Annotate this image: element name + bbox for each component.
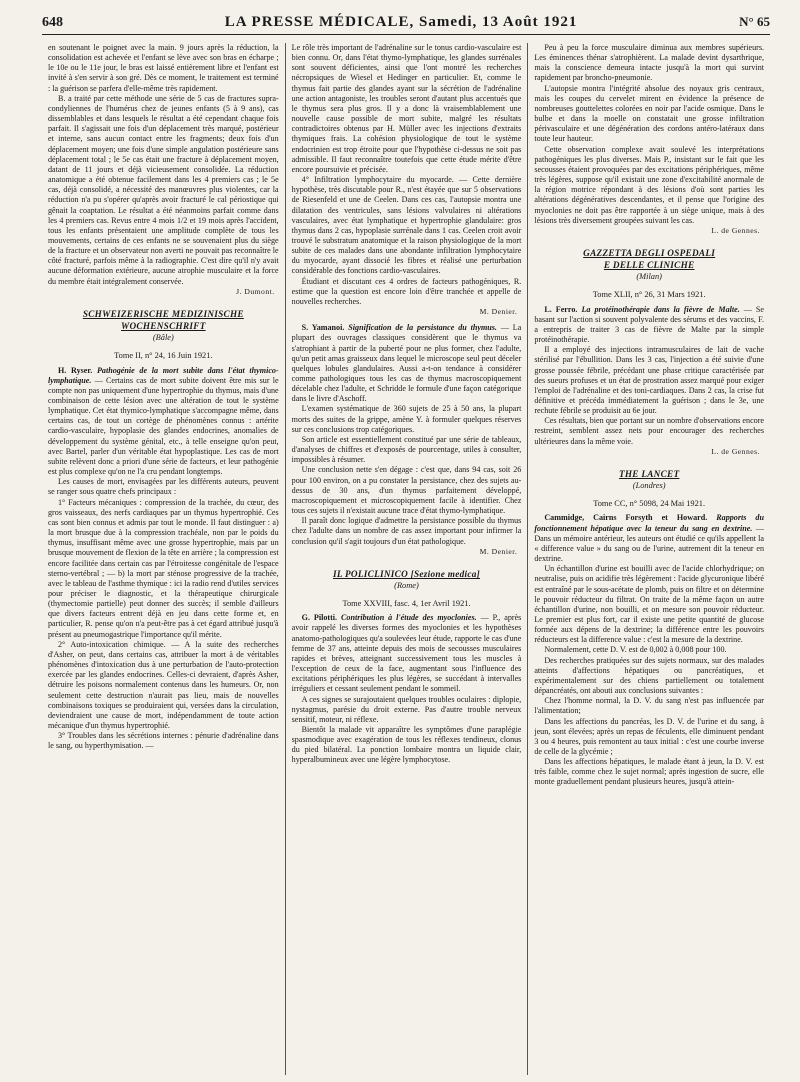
article-title: Signification de la persistance du thymus.	[348, 323, 497, 333]
paragraph: Normalement, cette D. V. est de 0,002 à 0,008 pour 100.	[544, 645, 727, 655]
paragraph: 4° Infiltration lymphocytaire du myocarde. — Cette dernière hypothèse, très discutable pour R., n'est étayée que sur 5 observations de Riesenfeld et une de Ceelen. Dans ces cas, l'autopsie montra une dilatation des ventricules, sans lésions valvulaires ni altérations vasculaires, avec état lymphatique et hypertrophie glandulaire: gros thymus dans 2 cas, hypoplasie surrénale dans 1 cas. Ceelen croit avoir trouvé le substratum anatomique et la raison physiologique de la mort subite de ces malades dans une abondante infiltration lymphocytaire du myocarde, ayant dissocié les fibres et réalisé une perturbation considérable des fonctions cardio-vasculaires.	[291, 175, 522, 276]
paragraph: L'autopsie montra l'intégrité absolue des noyaux gris centraux, mais les coupes du cervelet mirent en évidence la présence de nombreuses gouttelettes colorées en noir par l'acide osmique. Dans le bulbe et dans la moelle on constatait une grosse infiltration périvasculaire et une dégénération des cordons antéro-latéraux dans toute leur hauteur.	[534, 83, 764, 144]
paragraph: B. a traité par cette méthode une série de 5 cas de fractures supra-condyliennes de l'humérus chez de jeunes enfants (5 à 9 ans), cas dissemblables et dans lesquels le résultat a été cependant chaque fois parfait. Il s'agissait une fois d'un déplacement très marqué, postérieur et interne, sans aucun contact entre les fragments; deux fois d'un déplacement moyen; une fois d'une simple angulation postérieure sans déplacement total ; le 5e cas était une fracture à déplacement moyen, datant de 11 jours et déjà vicieusement consolidée. La réduction anatomique a été obtenue facilement dans les 4 premiers cas ; le 5e cas, déjà consolidé, a nécessité des manœuvres plus violentes, car la réduction n'a pu s'opérer qu'après avoir fracturé le cal périostique qui gênait la coaptation. Le résultat a été néanmoins parfait comme dans les 4 premiers cas. Revus entre 4 mois 1/2 et 19 mois après l'accident, tous les enfants présentaient une amplitude complète de tous les mouvements, certains de ces enfants ne se souvenaient plus du siège de la fracture et un observateur non averti ne pouvait pas reconnaître le côté fracturé, parfois même à la radiographie. C'est dire qu'il n'y avait aucune déformation extérieure, aucune atrophie musculaire et la force du membre était intégralement conservée.	[48, 93, 279, 286]
paragraph: Dans les affections hépatiques, le malade étant à jeun, la D. V. est très faible, comme chez le sujet normal; après ingestion de sucre, elle monte graduellement pendant plusieurs heures, jusqu'à attein-	[534, 757, 764, 787]
paragraph: Une conclusion nette s'en dégage : c'est que, dans 94 cas, soit 26 pour 100 environ, on a pu constater la persistance, chez des sujets au-dessus de 30 ans, d'un thymus parfaitement développé, macroscopiquement et microscopiquement facile à identifier. Chez tous ces sujets il n'existait aucune trace d'état thymo-lymphatique.	[291, 465, 522, 516]
paragraph: — Dans un mémoire antérieur, les auteurs ont étudié ce qu'ils appellent la « difference value » du sang ou de l'urine, autrement dit la teneur en dextrine.	[534, 523, 764, 564]
paragraph: — La plupart des ouvrages classiques considèrent que le thymus va s'atrophiant à partir de la puberté pour ne plus former, chez l'adulte, qu'un petit amas graisseux dans lequel le microscope seul peut déceler quelques lobules glandulaires. Aussi a-t-on tendance à considérer comme pathologiques tous les cas de thymus macroscopiquement décelable chez l'adulte, et Schridde le formule d'une façon catégorique dans le livre d'Aschoff.	[291, 323, 522, 404]
paragraph: Un échantillon d'urine est bouilli avec de l'acide chlorhydrique; on neutralise, puis on acidifie très légèrement : l'acide glycuronique libéré est entraîné par le sous-acétate de plomb, puis on filtre et on détermine le pouvoir réducteur du filtrat. On traite de la même façon un autre échantillon d'urine, non bouilli, et on mesure son pouvoir réducteur. Le premier est plus fort, car il existe une petite quantité de glucose formée aux dépens de la dextrine; la différence entre les pouvoirs réducteurs est la difference value : c'est la mesure de la dextrine.	[534, 564, 764, 645]
paragraph: — Se basant sur l'action si souvent polyvalente des sérums et des vaccins, F. a entrepris de traiter 3 cas de fièvre de Malte par la simple protéinothérapie.	[534, 304, 765, 345]
journal-issue: Tome CC, n° 5098, 24 Mai 1921.	[593, 499, 706, 509]
article-author: L. Ferro.	[544, 304, 578, 314]
paragraph: Cette observation complexe avait soulevé les interprétations pathogéniques les plus diverses. Mais P., insistant sur le fait que les secousses étaient provoquées par des excitations périphériques, même très légères, suppose qu'il existait une zone d'excitabilité anormale de la région motrice répondant à des lésions d'où sont parties les altérations dégénératives descendantes, et il pense que l'origine des myoclonies ne doit pas être rapportée à un siège unique, mais à des lésions très diversement groupées suivant les cas.	[534, 144, 764, 225]
paragraph: Son article est essentiellement constitué par une série de tableaux, d'analyses de chiffres et d'exposés de pourcentage, utiles à consulter, impossibles à résumer.	[291, 434, 522, 465]
paragraph: 1° Facteurs mécaniques : compression de la trachée, du cœur, des gros vaisseaux, des nerfs cardiaques par un thymus hypertrophié. Ces cas sont bien connus et admis par tout le monde. Il faut distinguer : a) la mort brusque due à la compression trachéale, non par le poids du thymus, insuffisant même avec une grosse hypertrophie, mais par un brusque mouvement de flexion de la tête en arrière ; la compression est encore facilitée dans certain cas par l'étroitesse congénitale de l'espace sterno-vertébral ; — b) la mort par sténose progressive de la trachée, avec le tableau de l'asthme thymique : ici la radio rend d'utiles services pour préciser le diagnostic, et la thérapeutique chirurgicale (thymectomie partielle) peut donner des succès; il semble d'ailleurs que divers facteurs entrent déjà en jeu dans cette forme et, en particulier, R. pense qu'on n'a peut-être pas à cet égard attribué jusqu'à présent au pneumogastrique l'importance qu'il mérite.	[48, 497, 279, 639]
paragraph: Le rôle très important de l'adrénaline sur le tonus cardio-vasculaire est bien connu. Or, dans l'état thymo-lymphatique, les glandes surrénales sont souvent déficientes, ainsi que l'ont montré les recherches nécropsiques de Wiesel et Hedinger en particulier. Et, comme le thymus fait partie des glandes ayant sur la sécrétion de l'adrénaline une action antagoniste, les troubles seront d'autant plus accentués que le thymus sera plus gros. Il y a donc là vraisemblablement une nouvelle cause possible de mort subite, malgré les résultats contradictoires obtenus par H. Müller avec les injections d'extraits thymiques frais. La cohésion physiologique de tout le système endocrinien est trop étroite pour que l'hypothèse ci-dessus ne soit pas admissible. Il faut reconnaître toutefois que cette étude mérite d'être encore poursuivie et précisée.	[291, 43, 522, 174]
paragraph: Ces résultats, bien que portant sur un nombre d'observations encore restreint, semblent assez nets pour encourager des recherches ultérieures dans la même voie.	[534, 416, 764, 446]
paragraph: Bientôt la malade vit apparaître les symptômes d'une paraplégie spasmodique avec exagération de tous les réflexes tendineux, clonus du pied bilatéral. La ponction lombaire montra un liquide clair, hyperalbumineux avec une légère lymphocytose.	[291, 725, 522, 765]
issue-number: N° 65	[739, 14, 770, 29]
journal-title-line2: E DELLE CLINICHE	[603, 260, 695, 271]
paragraph: — P., après avoir rappelé les diverses formes des myoclonies et les hypothèses anatomo-pathologiques qu'a soulevées leur étude, rapporte le cas d'une femme de 37 ans, atteinte depuis des mois de secousses musculaires rapides et brèves, atteignant successivement tous les muscles à l'exception de ceux de la face, augmentant sous l'influence des excitations périphériques les plus légères, se succédant à intervalles irréguliers et cessant seulement pendant le sommeil.	[291, 613, 522, 694]
column-2	[285, 43, 528, 1075]
article-author: H. Ryser.	[58, 365, 93, 375]
paragraph: — Certains cas de mort subite doivent être mis sur le compte non pas uniquement d'une hypertrophie du thymus, mais d'une combinaison de cette lésion avec une altération de tout le système lymphatique. Cet état thymico-lymphatique s'accompagne même, dans certains cas, de tout un cortège de phénomènes connus : artérite cardio-vasculaire, hypoplasie des glandes endocrines, anomalies de développement du système génital, etc., à telle enseigne qu'on peut, avec Bartel, parler d'un véritable état hypoplastique. Les cas de mort subite relèvent donc a priori d'une série de facteurs, et leur pathogénie est plus complexe qu'on ne l'a cru pendant longtemps.	[48, 375, 279, 477]
paragraph: Des recherches pratiquées sur des sujets normaux, sur des malades atteints d'affections hépatiques ou pancréatiques, et expérimentalement sur des chiens partiellement ou totalement dépancréatés, ont abouti aux conclusions suivantes :	[534, 655, 764, 696]
paragraph: 3° Troubles dans les sécrétions internes : pénurie d'adrénaline dans le sang, ou hyperthymisation. —	[48, 731, 279, 751]
columns	[42, 43, 770, 1075]
signature: J. Dumont.	[236, 286, 275, 296]
journal-city: (Bâle)	[152, 333, 174, 343]
column-1	[42, 43, 285, 1075]
journal-city: (Londres)	[632, 481, 666, 491]
journal-title: SCHWEIZERISCHE MEDIZINISCHE	[82, 308, 244, 319]
journal-issue: Tome XXVIII, fasc. 4, 1er Avril 1921.	[342, 599, 471, 609]
paragraph: Peu à peu la force musculaire diminua aux membres supérieurs. Les éminences thénar s'atrophièrent. La malade devint dysarthrique, mais la conscience demeura intacte jusqu'à la mort qui survint rapidement par broncho-pneumonie.	[534, 43, 764, 83]
paragraph: Il a employé des injections intramusculaires de lait de vache stérilisé par l'ébullition. Dans les 3 cas, l'injection a été suivie d'une grosse poussée fébrile, précédant une phase critique caractérisée par des sueurs profuses et un état de prostration assez marqué pour exiger l'emploi de l'adrénaline et des toni-cardiaques. Dans 2 cas, la crise fut définitive et précéda immédiatement la guérison ; dans le 3e, une rechute fébrile se produisit au 6e jour.	[534, 345, 764, 416]
article-title: Pathogénie de la mort subite dans l'état thymico-lymphatique.	[48, 365, 279, 385]
article-author: G. Pilotti.	[301, 613, 338, 623]
journal-issue: Tome XLII, n° 26, 31 Mars 1921.	[592, 290, 706, 300]
journal-title-line2: WOCHENSCHRIFT	[121, 321, 206, 332]
signature: M. Denier.	[479, 546, 518, 556]
journal-city: (Milan)	[636, 272, 662, 282]
column-3	[527, 43, 770, 1075]
journal-title: THE LANCET	[618, 468, 680, 479]
journal-issue: Tome II, n° 24, 16 Juin 1921.	[114, 351, 213, 361]
paragraph: Les causes de mort, envisagées par les différents auteurs, peuvent se ranger sous quatre chefs principaux :	[48, 477, 279, 497]
journal-title: IL POLICLINICO [Sezione medica]	[332, 568, 480, 579]
article-title: Rapports du fonctionnement hépatique avec la teneur du sang en dextrine.	[534, 513, 764, 533]
paragraph: A ces signes se surajoutaient quelques troubles oculaires : diplopie, nystagmus, parésie du droit externe. Pas d'autre trouble nerveux sensitif, moteur, ni réflexe.	[291, 694, 522, 724]
paragraph: Il paraît donc logique d'admettre la persistance possible du thymus chez l'adulte dans un nombre de cas assez important pour infirmer la conclusion qu'il s'agit toujours d'un état pathologique.	[291, 516, 522, 546]
signature: L. de Gennes.	[711, 225, 760, 235]
paragraph: Étudiant et discutant ces 4 ordres de facteurs pathogéniques, R. estime que la question est encore loin d'être tranchée et appelle de nouvelles recherches.	[291, 276, 522, 306]
paragraph: en soutenant le poignet avec la main. 9 jours après la réduction, la consolidation est achevée et l'enfant se lève avec son bras en écharpe ; le 10e ou le 11e jour, le bras est laissé entièrement libre et l'enfant est invité à s'en servir à son gré. Dès ce moment, le traitement est terminé : la guérison se parfera d'elle-même très rapidement.	[48, 43, 279, 93]
signature: M. Denier.	[479, 307, 518, 317]
article-author: Cammidge, Cairns Forsyth et Howard.	[544, 513, 708, 523]
journal-title: GAZZETTA DEGLI OSPEDALI	[583, 247, 716, 258]
journal-masthead: LA PRESSE MÉDICALE, Samedi, 13 Août 1921	[224, 14, 578, 30]
article-title: La protéinothérapie dans la fièvre de Malte.	[581, 304, 740, 314]
page-header	[42, 14, 770, 35]
signature: L. de Gennes.	[711, 446, 760, 456]
paragraph: 2° Auto-intoxication chimique. — A la suite des recherches d'Asher, on peut, dans certains cas, attribuer la mort à de véritables phénomènes d'intoxication dus à une perturbation de l'auto-protection exercée par les glandes endocrines. Celles-ci devraient, d'après Asher, détruire les poisons normalement contenus dans les humeurs. Or, non seulement cette destruction n'aurait pas lieu, mais de nouvelles combinaisons toxiques se produiraient qui, versées dans la circulation, deviendraient une cause de mort, indépendamment de toute action mécanique d'un thymus hypertrophié.	[48, 639, 279, 730]
article-title: Contribution à l'étude des myoclonies.	[341, 613, 477, 623]
paragraph: Chez l'homme normal, la D. V. du sang n'est pas influencée par l'alimentation;	[534, 696, 764, 716]
page-number: 648	[42, 15, 63, 30]
article-author: S. Yamanoi.	[301, 323, 345, 333]
paragraph: L'examen systématique de 360 sujets de 25 à 50 ans, la plupart morts des suites de la grippe, amène Y. à formuler quelques réserves sur ces conclusions trop catégoriques.	[291, 404, 522, 434]
journal-city: (Rome)	[394, 580, 419, 590]
paragraph: Dans les affections du pancréas, les D. V. de l'urine et du sang, à jeun, sont élevées; après un repas de féculents, elle diminuent pendant 3 ou 4 heures, puis remontent au taux initial : c'est une courbe inverse de celle de la glycémie ;	[534, 716, 764, 756]
